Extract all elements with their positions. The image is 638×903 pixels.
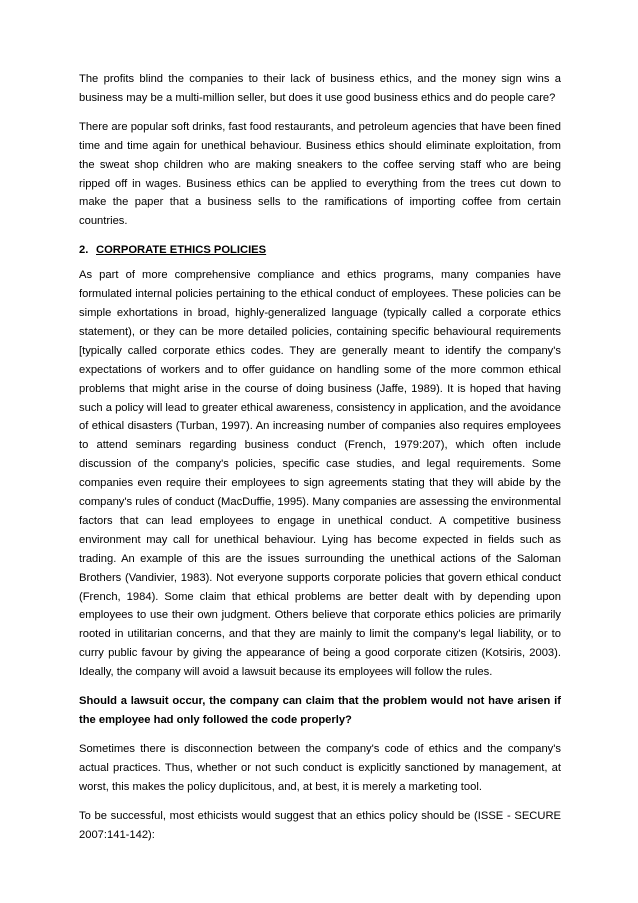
section-title: CORPORATE ETHICS POLICIES [96, 244, 267, 257]
section-number: 2. [79, 244, 89, 257]
paragraph-lawsuit-question: Should a lawsuit occur, the company can claim that the problem would not have arisen if the employee had only followed the code properly? [79, 695, 561, 726]
paragraph-to-be-successful: To be successful, most ethicists would suggest that an ethics policy should be (ISSE - SECURE 2007:141-142): [79, 809, 561, 841]
paragraph-popular-soft-drinks: There are popular soft drinks, fast food restaurants, and petroleum agencies that have been fined time and time again for unethical behaviour. Business ethics should eliminate exploitation, from the sweat shop children who are making sneakers to the coffee serving staff who are being ripped off in wages. Business ethics can be applied to everything from the trees cut down to make the paper that a business sells to the ramifications of importing coffee from certain countries. [79, 120, 561, 228]
section-heading [79, 241, 561, 260]
paragraph-profits-blind: The profits blind the companies to their lack of business ethics, and the money sign wins a business may be a multi-million seller, but does it use good business ethics and do people care? [79, 73, 561, 104]
paragraph-compliance-programs: As part of more comprehensive compliance and ethics programs, many companies have formulated internal policies pertaining to the ethical conduct of employees. These policies can be simple exhortations in broad, highly-generalized language (typically called a corporate ethics statement), or they can be more detailed policies, containing specific behavioural requirements [typically called corporate ethics codes. They are generally meant to identify the company's expectations of workers and to offer guidance on handling some of the more common ethical problems that might arise in the course of doing business (Jaffe, 1989). It is hoped that having such a policy will lead to greater ethical awareness, consistency in application, and the avoidance of ethical disasters (Turban, 1997). An increasing number of companies also requires employees to attend seminars regarding business conduct (French, 1979:207), which often include discussion of the company's policies, specific case studies, and legal requirements. Some companies even require their employees to sign agreements stating that they will abide by the company's rules of conduct (MacDuffie, 1995). Many companies are assessing the environmental factors that can lead employees to engage in unethical conduct. A competitive business environment may call for unethical behaviour. Lying has become expected in fields such as trading. An example of this are the issues surrounding the unethical actions of the Saloman Brothers (Vandivier, 1983). Not everyone supports corporate policies that govern ethical conduct (French, 1984). Some claim that ethical problems are better dealt with by depending upon employees to use their own judgment. Others believe that corporate ethics policies are primarily rooted in utilitarian concerns, and that they are mainly to limit the company's legal liability, or to curry public favour by giving the appearance of being a good corporate citizen (Kotsiris, 2003). Ideally, the company will avoid a lawsuit because its employees will follow the rules. [79, 269, 561, 679]
document-page [79, 70, 561, 854]
paragraph-disconnection: Sometimes there is disconnection between the company's code of ethics and the company's actual practices. Thus, whether or not such conduct is explicitly sanctioned by management, at worst, this makes the policy duplicitous, and, at best, it is merely a marketing tool. [79, 742, 561, 793]
